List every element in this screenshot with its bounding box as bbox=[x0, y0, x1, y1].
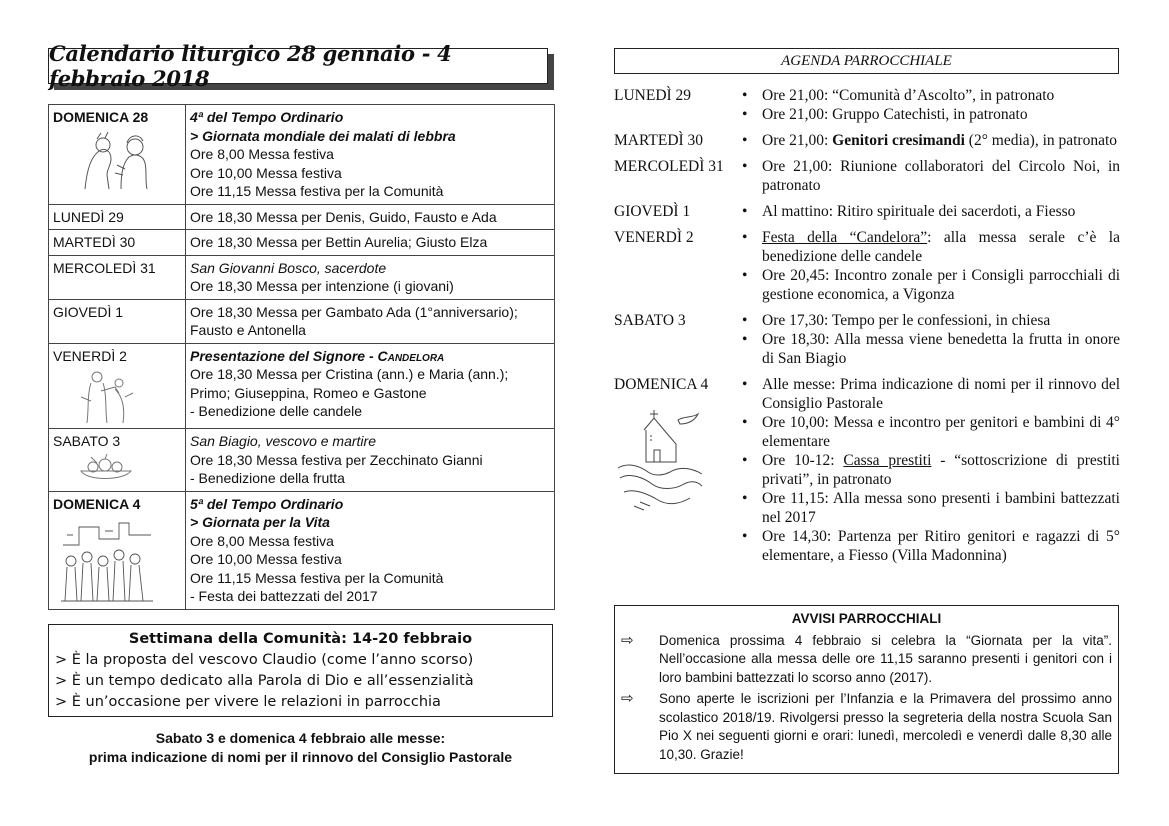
agenda-day-domenica bbox=[614, 375, 1120, 565]
agenda-item: • Ore 14,30: Partenza per Ritiro genitori e ragazzi di 5° elementare, a Fiesso (Villa Madonnina) bbox=[736, 527, 1120, 565]
agenda-item: • Al mattino: Ritiro spirituale dei sacerdoti, a Fiesso bbox=[736, 202, 1120, 221]
calendar-row-giovedi-1 bbox=[49, 299, 555, 343]
event-line bbox=[190, 347, 550, 366]
calendar-row-mercoledi-31 bbox=[49, 255, 555, 299]
item-text: Ore 21,00: bbox=[762, 132, 833, 149]
day-name: DOMENICA 4 bbox=[53, 495, 141, 512]
agenda-item: • Ore 21,00: Gruppo Catechisti, in patronato bbox=[736, 105, 1120, 124]
calendar-row-domenica-4 bbox=[49, 491, 555, 609]
agenda-day-martedi bbox=[614, 131, 1120, 150]
event-line: > Giornata per la Vita bbox=[190, 514, 330, 530]
event-line: 4ª del Tempo Ordinario bbox=[190, 109, 344, 125]
agenda-title: AGENDA PARROCCHIALE bbox=[614, 48, 1119, 74]
event-line: Ore 10,00 Messa festiva bbox=[190, 551, 342, 567]
crowd-city-scene-illustration bbox=[59, 515, 155, 603]
note-line: Sabato 3 e domenica 4 febbraio alle messe: bbox=[155, 729, 446, 746]
day-cell bbox=[49, 429, 186, 492]
events-cell bbox=[186, 105, 555, 205]
day-cell bbox=[49, 299, 186, 343]
agenda-item: • Ore 20,45: Incontro zonale per i Consigli parrocchiali di gestione economica, a Vigonza bbox=[736, 266, 1120, 304]
agenda-item bbox=[736, 451, 1120, 489]
event-line: - Benedizione delle candele bbox=[190, 403, 363, 419]
events-cell bbox=[186, 429, 555, 492]
calendar-row-lunedi-29 bbox=[49, 204, 555, 230]
event-line: Ore 18,30 Messa per Denis, Guido, Fausto e Ada bbox=[190, 208, 497, 225]
agenda-day-name: SABATO 3 bbox=[614, 312, 686, 329]
agenda-day-name: LUNEDÌ 29 bbox=[614, 87, 692, 104]
calendar-row-sabato-3 bbox=[49, 429, 555, 492]
events-cell bbox=[186, 491, 555, 609]
day-name: SABATO 3 bbox=[53, 433, 121, 449]
events-cell bbox=[186, 299, 555, 343]
item-text: (2° media), in patronato bbox=[964, 132, 1118, 149]
agenda-day-name: MARTEDÌ 30 bbox=[614, 132, 704, 149]
agenda-day-name: GIOVEDÌ 1 bbox=[614, 203, 691, 220]
fruit-basket-illustration bbox=[77, 453, 137, 483]
event-line: San Biagio, vescovo e martire bbox=[190, 433, 376, 449]
event-line: Ore 18,30 Messa per Cristina (ann.) e Maria (ann.); bbox=[190, 366, 509, 382]
agenda-item: • Ore 11,15: Alla messa sono presenti i bambini battezzati nel 2017 bbox=[736, 489, 1120, 527]
events-cell bbox=[186, 204, 555, 230]
item-text: : alla messa serale c’è la benedizione delle candele bbox=[762, 229, 1120, 265]
event-line: Ore 18,30 Messa festiva per Zecchinato Gianni bbox=[190, 451, 483, 468]
day-cell bbox=[49, 255, 186, 299]
agenda-day-name: DOMENICA 4 bbox=[614, 376, 709, 393]
avviso-item bbox=[621, 690, 1112, 764]
agenda-items bbox=[736, 311, 1120, 368]
agenda-items bbox=[736, 131, 1120, 150]
event-line: Ore 18,30 Messa per Bettin Aurelia; Giusto Elza bbox=[190, 234, 488, 250]
settimana-title: Settimana della Comunità: 14-20 febbraio bbox=[128, 630, 473, 647]
agenda-item: • Ore 17,30: Tempo per le confessioni, in chiesa bbox=[736, 311, 1120, 330]
agenda-items bbox=[736, 86, 1120, 124]
item-bold-text: Genitori cresimandi bbox=[832, 132, 965, 149]
agenda-item: • Alle messe: Prima indicazione di nomi per il rinnovo del Consiglio Pastorale bbox=[736, 375, 1120, 413]
event-line: Ore 18,30 Messa per intenzione (i giovani) bbox=[190, 278, 454, 294]
day-cell bbox=[49, 491, 186, 609]
avvisi-box bbox=[614, 605, 1119, 774]
event-line: Ore 8,00 Messa festiva bbox=[190, 146, 334, 162]
settimana-box bbox=[48, 624, 553, 717]
jesus-healing-leper-illustration bbox=[77, 129, 155, 193]
calendar-title-box bbox=[48, 41, 556, 92]
event-line: Fausto e Antonella bbox=[190, 322, 306, 338]
agenda-day-mercoledi bbox=[614, 157, 1120, 195]
agenda-day-cell bbox=[614, 375, 736, 565]
agenda-items bbox=[736, 228, 1120, 304]
right-column bbox=[614, 48, 1120, 762]
avvisi-title: AVVISI PARROCCHIALI bbox=[791, 611, 942, 626]
agenda-day-name: VENERDÌ 2 bbox=[614, 229, 694, 246]
event-line: Ore 10,00 Messa festiva bbox=[190, 164, 342, 181]
settimana-item: > È un tempo dedicato alla Parola di Dio e all’essenzialità bbox=[55, 672, 474, 689]
hollow-right-arrow-icon: ⇨ bbox=[621, 690, 634, 707]
event-line: Ore 11,15 Messa festiva per la Comunità bbox=[190, 569, 444, 586]
candelora-label: Candelora bbox=[377, 347, 445, 364]
hollow-right-arrow-icon: ⇨ bbox=[621, 631, 634, 649]
agenda-item: • Ore 21,00: Riunione collaboratori del Circolo Noi, in patronato bbox=[736, 157, 1120, 195]
event-text: Presentazione del Signore - bbox=[190, 347, 378, 364]
agenda-items bbox=[736, 202, 1120, 221]
day-name: MERCOLEDÌ 31 bbox=[53, 259, 156, 276]
agenda-item: • Ore 18,30: Alla messa viene benedetta la frutta in onore di San Biagio bbox=[736, 330, 1120, 368]
presentation-in-temple-illustration bbox=[77, 367, 137, 425]
agenda-day-giovedi bbox=[614, 202, 1120, 221]
day-name: DOMENICA 28 bbox=[53, 109, 149, 125]
event-line: Primo; Giuseppina, Romeo e Gastone bbox=[190, 384, 427, 401]
day-cell bbox=[49, 204, 186, 230]
agenda-list bbox=[614, 86, 1120, 565]
day-name: MARTEDÌ 30 bbox=[53, 234, 136, 250]
event-line: > Giornata mondiale dei malati di lebbra bbox=[190, 127, 456, 144]
event-line: San Giovanni Bosco, sacerdote bbox=[190, 259, 387, 276]
event-line: Ore 11,15 Messa festiva per la Comunità bbox=[190, 183, 444, 199]
event-line: Ore 8,00 Messa festiva bbox=[190, 532, 334, 549]
agenda-item: • Ore 21,00: “Comunità d’Ascolto”, in patronato bbox=[736, 86, 1120, 105]
event-line: - Festa dei battezzati del 2017 bbox=[190, 588, 378, 604]
item-text: - “sottoscrizione di prestiti privati”, in patronato bbox=[762, 452, 1120, 488]
church-hands-dove-illustration bbox=[614, 406, 706, 518]
agenda-item: • Ore 10,00: Messa e incontro per genitori e bambini di 4° elementare bbox=[736, 413, 1120, 451]
day-name: GIOVEDÌ 1 bbox=[53, 303, 124, 320]
agenda-day-sabato bbox=[614, 311, 1120, 368]
calendar-row-domenica-28 bbox=[49, 105, 555, 205]
avviso-text: Domenica prossima 4 febbraio si celebra la “Giornata per la vita”. Nell’occasione alla messa delle ore 11,15 saranno presenti i genitori con i loro bambini battezzati lo scorso anno (2017). bbox=[659, 632, 1112, 685]
avviso-item bbox=[621, 632, 1112, 688]
agenda-items bbox=[736, 157, 1120, 195]
item-text: Ore 10-12: bbox=[762, 452, 844, 469]
events-cell bbox=[186, 343, 555, 429]
day-cell bbox=[49, 343, 186, 429]
agenda-item bbox=[736, 228, 1120, 266]
consiglio-note bbox=[48, 729, 553, 767]
settimana-item: > È la proposta del vescovo Claudio (come l’anno scorso) bbox=[55, 651, 474, 668]
agenda-day-lunedi bbox=[614, 86, 1120, 124]
event-line: 5ª del Tempo Ordinario bbox=[190, 495, 344, 512]
avviso-text: Sono aperte le iscrizioni per l’Infanzia e la Primavera del prossimo anno scolastico 2018/19. Rivolgersi presso la segreteria della nostra Scuola San Pio X nei seguenti giorni e orari: lunedì, mercoledì e venerdì dalle 8,30 alle 10,30. Grazie! bbox=[659, 691, 1112, 762]
settimana-item: > È un’occasione per vivere le relazioni in parrocchia bbox=[55, 693, 441, 710]
calendar-title: Calendario liturgico 28 gennaio - 4 febbraio 2018 bbox=[48, 48, 548, 84]
left-column bbox=[48, 41, 556, 767]
agenda-item bbox=[736, 131, 1120, 150]
note-line: prima indicazione di nomi per il rinnovo del Consiglio Pastorale bbox=[88, 748, 513, 765]
day-name: VENERDÌ 2 bbox=[53, 347, 127, 364]
day-name: LUNEDÌ 29 bbox=[53, 208, 124, 225]
agenda-items bbox=[736, 375, 1120, 565]
day-cell bbox=[49, 105, 186, 205]
agenda-day-name: MERCOLEDÌ 31 bbox=[614, 158, 724, 175]
item-underlined-text: Cassa prestiti bbox=[843, 452, 932, 469]
item-underlined-text: Festa della “Candelora” bbox=[762, 229, 928, 246]
events-cell bbox=[186, 230, 555, 256]
events-cell bbox=[186, 255, 555, 299]
day-cell bbox=[49, 230, 186, 256]
calendar-table bbox=[48, 104, 555, 610]
calendar-row-venerdi-2 bbox=[49, 343, 555, 429]
agenda-day-venerdi bbox=[614, 228, 1120, 304]
calendar-row-martedi-30 bbox=[49, 230, 555, 256]
event-line: Ore 18,30 Messa per Gambato Ada (1°anniversario); bbox=[190, 303, 518, 320]
event-line: - Benedizione della frutta bbox=[190, 470, 345, 486]
